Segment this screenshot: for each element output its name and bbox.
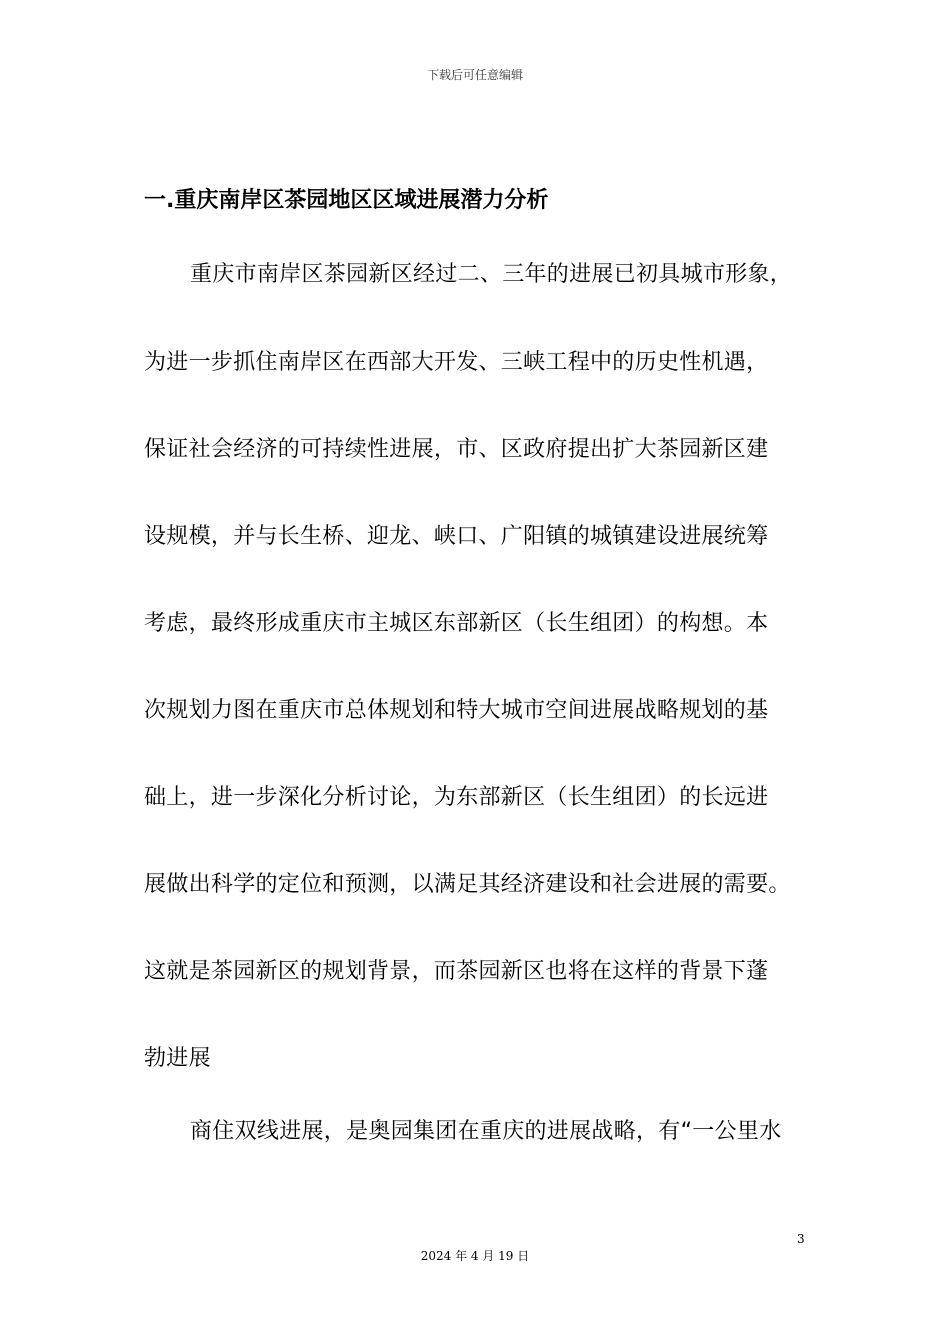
- paragraph-line: 这就是茶园新区的规划背景，而茶园新区也将在这样的背景下蓬: [144, 959, 769, 984]
- section-heading: 一.重庆南岸区茶园地区区域进展潜力分析: [144, 188, 549, 213]
- paragraph-line: 考虑，最终形成重庆市主城区东部新区（长生组团）的构想。本: [144, 611, 769, 636]
- page-header: 下载后可任意编辑: [426, 68, 523, 82]
- paragraph-line: 保证社会经济的可持续性进展，市、区政府提出扩大茶园新区建: [144, 437, 769, 462]
- paragraph-line: 为进一步抓住南岸区在西部大开发、三峡工程中的历史性机遇，: [144, 350, 769, 375]
- paragraph-line: 商住双线进展，是奥园集团在重庆的进展战略，有“一公里水: [190, 1119, 782, 1144]
- paragraph-line: 础上，进一步深化分析讨论，为东部新区（长生组团）的长远进: [144, 785, 769, 810]
- page-number: 3: [797, 1232, 805, 1246]
- paragraph-line: 设规模，并与长生桥、迎龙、峡口、广阳镇的城镇建设进展统筹: [144, 524, 769, 549]
- paragraph-line: 展做出科学的定位和预测，以满足其经济建设和社会进展的需要。: [144, 872, 791, 897]
- footer-date: 2024 年 4 月 19 日: [420, 1249, 530, 1263]
- paragraph-line: 勃进展: [144, 1046, 211, 1071]
- paragraph-line: 次规划力图在重庆市总体规划和特大城市空间进展战略规划的基: [144, 698, 769, 723]
- paragraph-line: 重庆市南岸区茶园新区经过二、三年的进展已初具城市形象，: [190, 262, 793, 287]
